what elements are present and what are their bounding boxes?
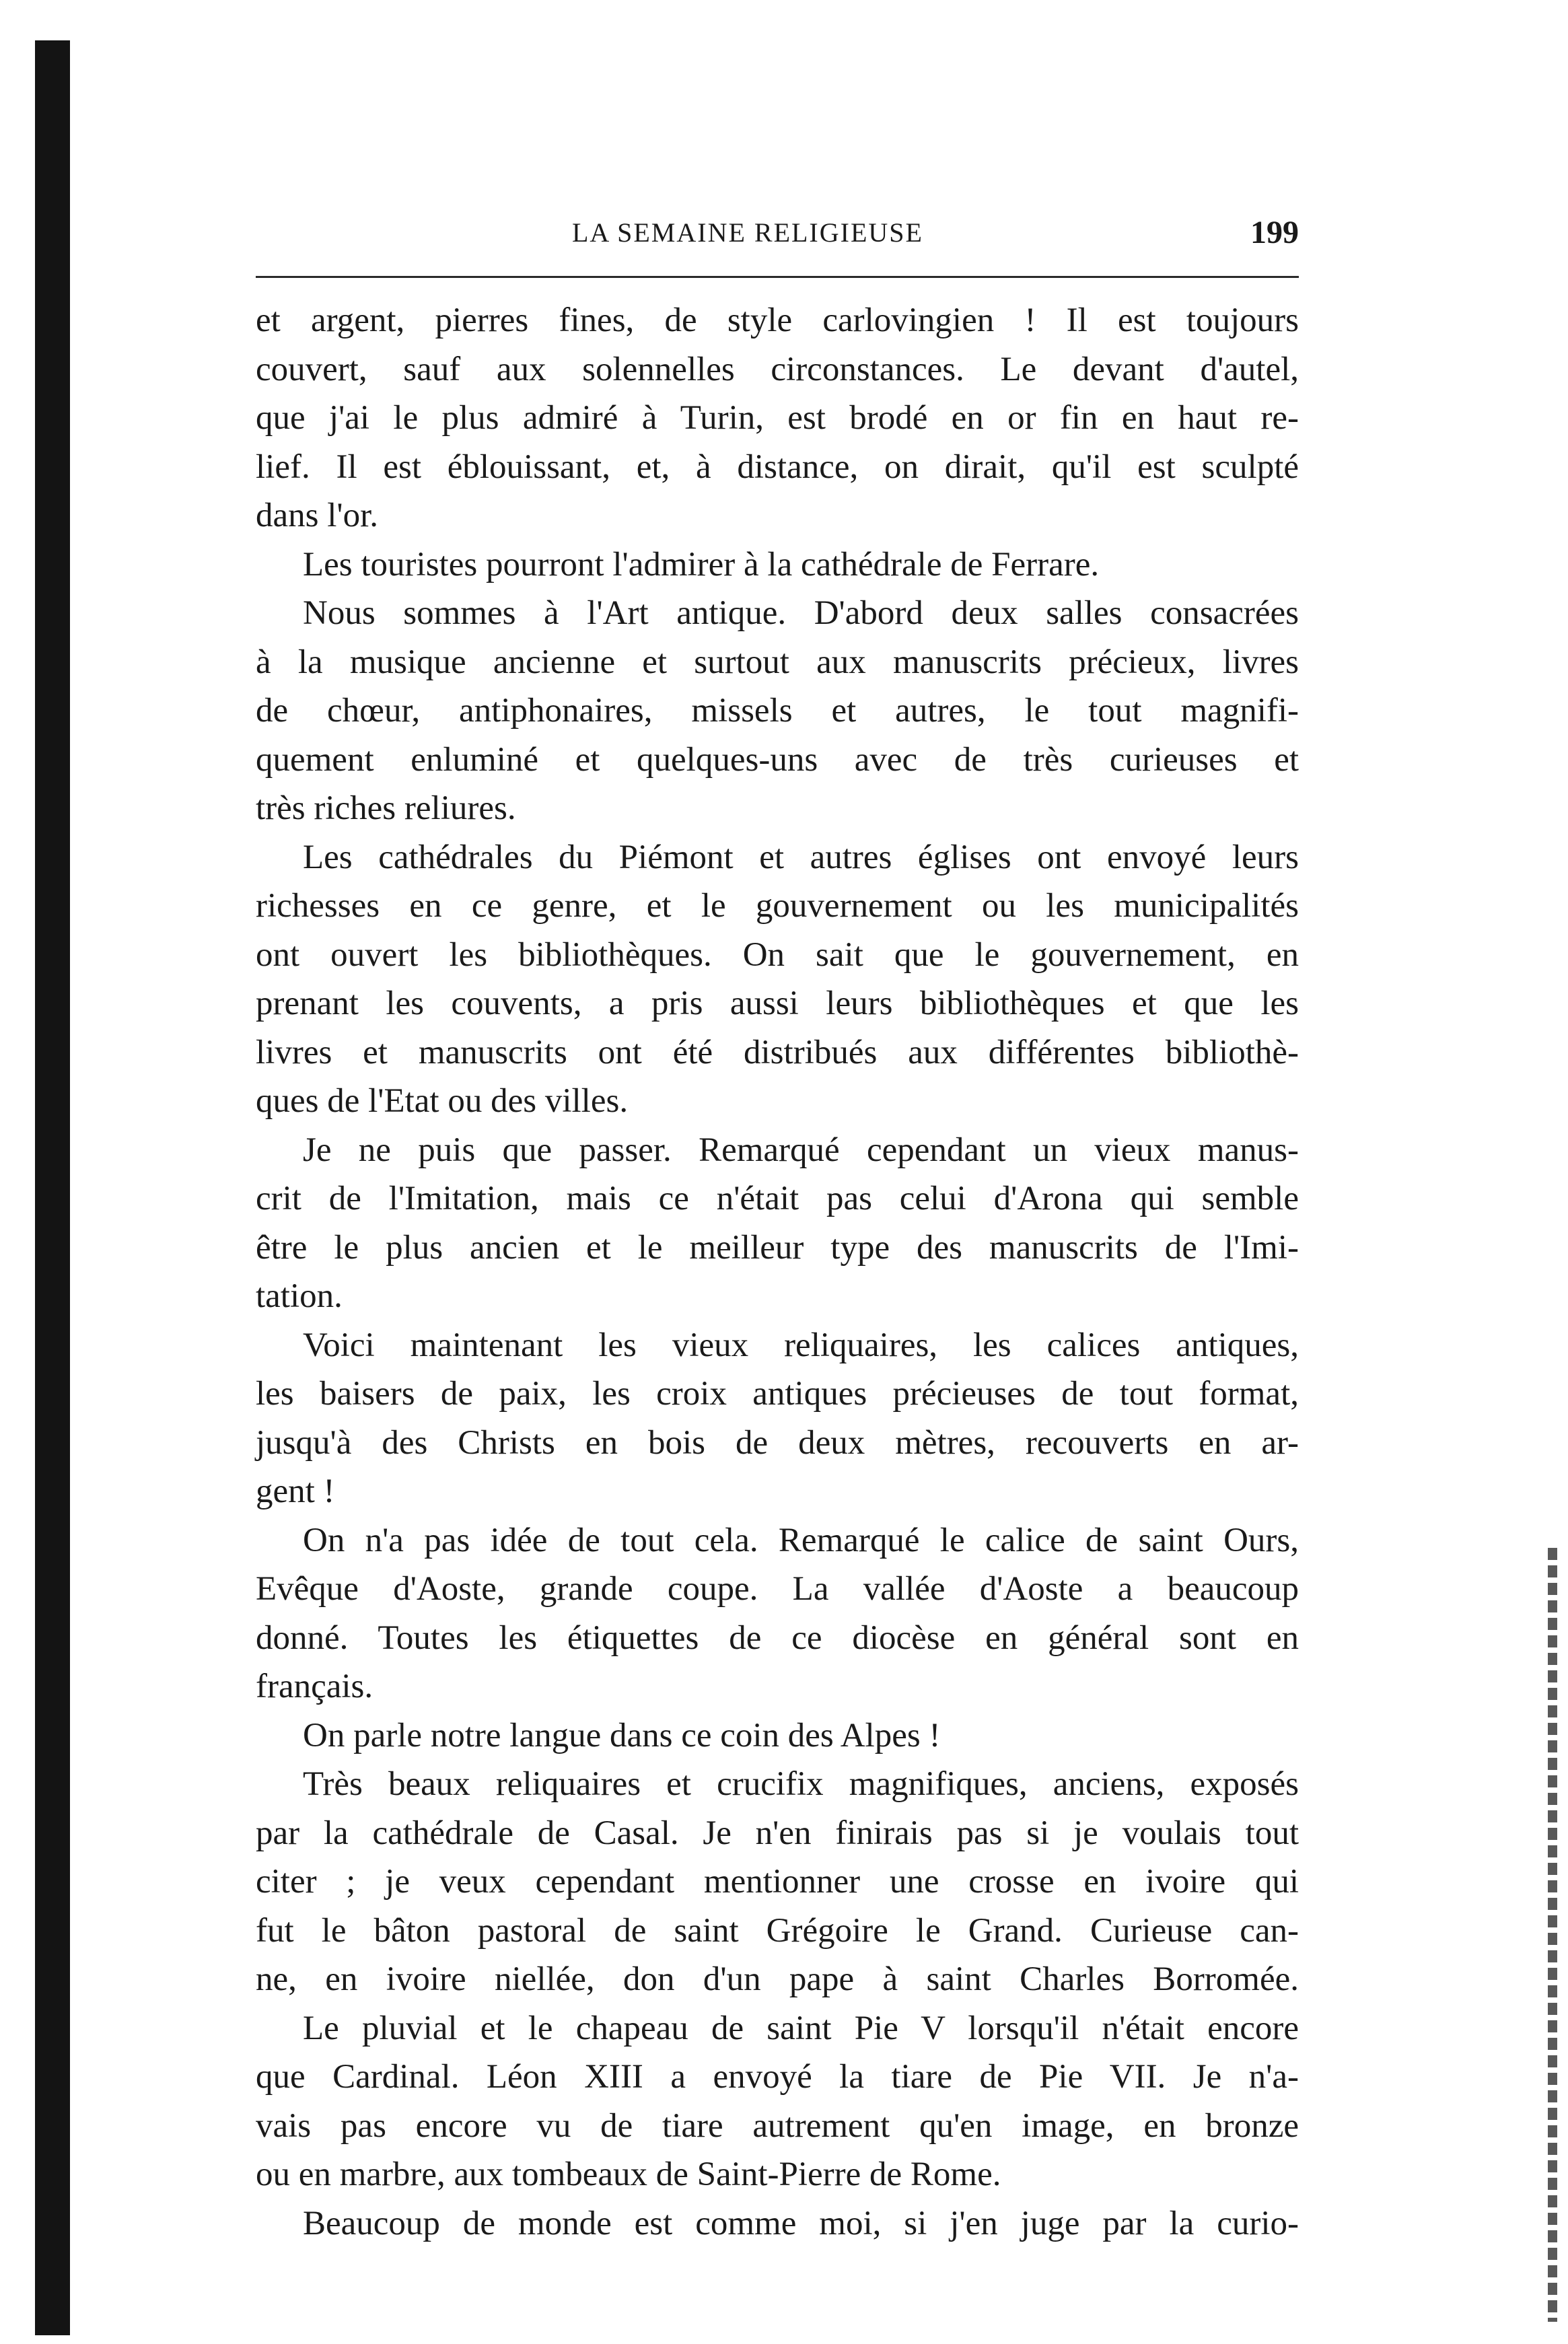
text-line: ques de l'Etat ou des villes. [256, 1082, 629, 1120]
text-line: Le pluvial et le chapeau de saint Pie V lorsqu'il n'était encore [303, 2009, 1299, 2047]
text-line: et argent, pierres fines, de style carlovingien ! Il est toujours [256, 301, 1299, 339]
text-line: de chœur, antiphonaires, missels et autres, le tout magnifi- [256, 692, 1299, 730]
text-line: Je ne puis que passer. Remarqué cependant un vieux manus- [303, 1131, 1299, 1169]
text-line: ne, en ivoire niellée, don d'un pape à saint Charles Borromée. [256, 1960, 1299, 1998]
text-line: On n'a pas idée de tout cela. Remarqué le calice de saint Ours, [303, 1521, 1299, 1559]
text-line: Les cathédrales du Piémont et autres églises ont envoyé leurs [303, 838, 1299, 876]
text-line: français. [256, 1668, 373, 1705]
text-line: quement enluminé et quelques-uns avec de très curieuses et [256, 740, 1299, 779]
text-line: être le plus ancien et le meilleur type des manuscrits de l'Imi- [256, 1228, 1299, 1267]
page-edge-shadow [1548, 1548, 1557, 2322]
text-line: dans l'or. [256, 497, 379, 534]
text-line: que Cardinal. Léon XIII a envoyé la tiare de Pie VII. Je n'a- [256, 2058, 1299, 2096]
text-line: par la cathédrale de Casal. Je n'en finirais pas si je voulais tout [256, 1814, 1299, 1852]
text-line: lief. Il est éblouissant, et, à distance, on dirait, qu'il est sculpté [256, 448, 1299, 486]
text-line: Evêque d'Aoste, grande coupe. La vallée d'Aoste a beaucoup [256, 1570, 1299, 1608]
text-line: fut le bâton pastoral de saint Grégoire le Grand. Curieuse can- [256, 1911, 1299, 1950]
text-line: donné. Toutes les étiquettes de ce diocèse en général sont en [256, 1619, 1299, 1657]
book-spine-shadow [35, 40, 70, 2335]
text-line: vais pas encore vu de tiare autrement qu'en image, en bronze [256, 2106, 1299, 2145]
text-line: Beaucoup de monde est comme moi, si j'en juge par la curio- [303, 2204, 1299, 2242]
text-line: à la musique ancienne et surtout aux manuscrits précieux, livres [256, 643, 1299, 681]
text-line: livres et manuscrits ont été distribués aux différentes bibliothè- [256, 1033, 1299, 1071]
text-line: Voici maintenant les vieux reliquaires, les calices antiques, [303, 1326, 1299, 1364]
text-line: ou en marbre, aux tombeaux de Saint-Pierre de Rome. [256, 2156, 1001, 2193]
text-line: tation. [256, 1277, 343, 1315]
text-line: richesses en ce genre, et le gouvernement ou les municipalités [256, 887, 1299, 925]
text-line: gent ! [256, 1472, 335, 1510]
text-line: que j'ai le plus admiré à Turin, est brodé en or fin en haut re- [256, 399, 1299, 437]
text-line: les baisers de paix, les croix antiques précieuses de tout format, [256, 1375, 1299, 1413]
text-line: Les touristes pourront l'admirer à la cathédrale de Ferrare. [303, 545, 1100, 583]
text-line: citer ; je veux cependant mentionner une crosse en ivoire qui [256, 1863, 1299, 1901]
text-line: On parle notre langue dans ce coin des Alpes ! [303, 1716, 941, 1754]
running-title: LA SEMAINE RELIGIEUSE [572, 217, 923, 248]
text-line: ont ouvert les bibliothèques. On sait que le gouvernement, en [256, 935, 1299, 974]
page-header [256, 214, 1299, 254]
text-line: prenant les couvents, a pris aussi leurs bibliothèques et que les [256, 985, 1299, 1022]
header-rule [256, 276, 1299, 278]
text-line: Nous sommes à l'Art antique. D'abord deux salles consacrées [303, 594, 1299, 632]
text-line: jusqu'à des Christs en bois de deux mètres, recouverts en ar- [256, 1423, 1299, 1462]
text-line: couvert, sauf aux solennelles circonstances. Le devant d'autel, [256, 350, 1299, 388]
text-line: Très beaux reliquaires et crucifix magnifiques, anciens, exposés [303, 1765, 1299, 1803]
page-number: 199 [1250, 215, 1299, 250]
text-line: très riches reliures. [256, 789, 516, 827]
text-line: crit de l'Imitation, mais ce n'était pas celui d'Arona qui semble [256, 1180, 1299, 1217]
body-text [256, 296, 1299, 2248]
